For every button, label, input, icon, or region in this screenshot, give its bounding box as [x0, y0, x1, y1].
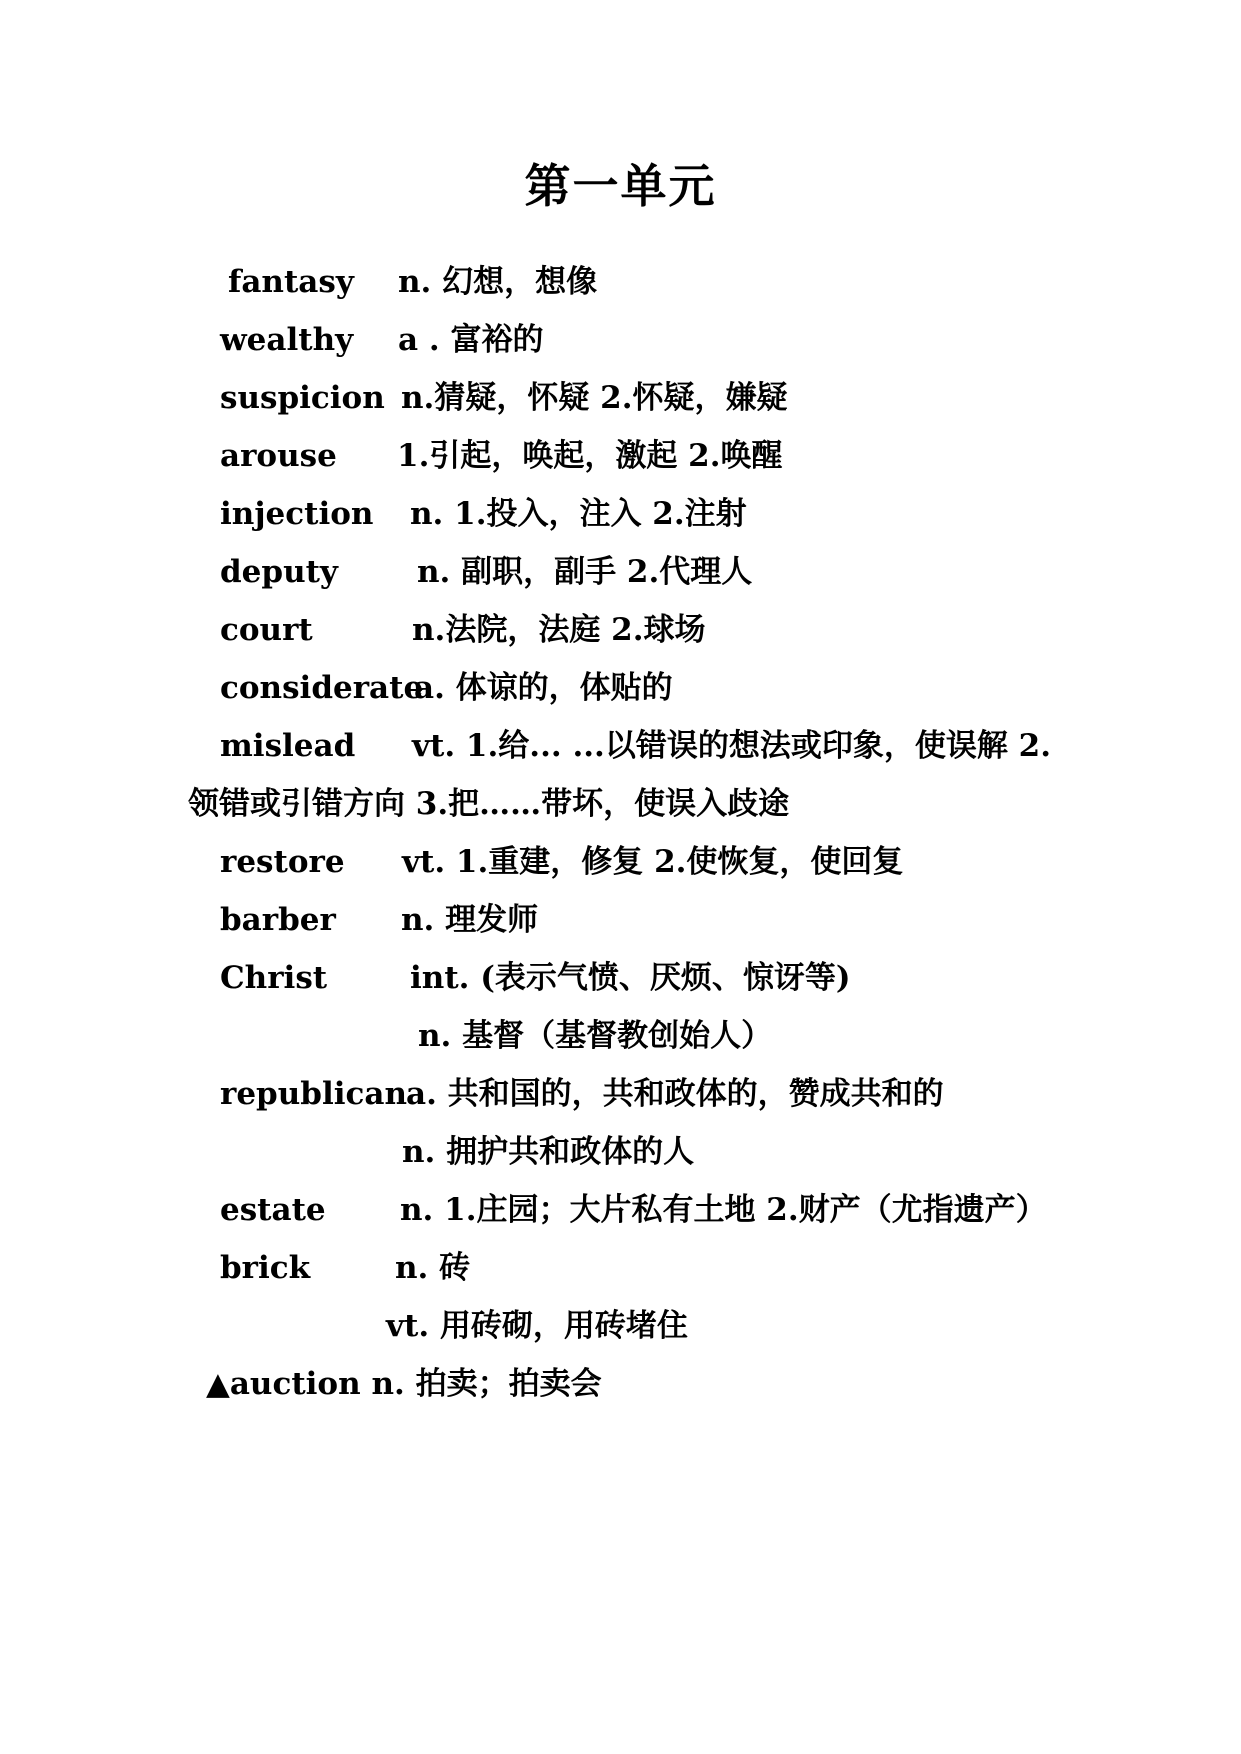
entry-definition: n. 拥护共和政体的人	[402, 1134, 695, 1170]
entry-definition: n.法院，法庭 2.球场	[412, 612, 706, 648]
entry-word: barber	[220, 902, 336, 938]
entry-definition: n. 基督（基督教创始人）	[418, 1018, 773, 1054]
entry-definition: a. 共和国的，共和政体的，赞成共和的	[406, 1076, 944, 1112]
entry-definition: vt. 1.给... ...以错误的想法或印象，使误解 2.	[412, 728, 1051, 764]
entry-definition: n. 理发师	[401, 902, 539, 938]
entry-word: brick	[220, 1250, 311, 1286]
entry-word: restore	[220, 844, 345, 880]
entry-definition: a . 富裕的	[398, 322, 544, 358]
entry-word: deputy	[220, 554, 338, 590]
entry-definition: a. 体谅的，体贴的	[414, 670, 673, 706]
entry-word: court	[220, 612, 313, 648]
entry-definition: 1.引起，唤起，激起 2.唤醒	[397, 438, 783, 474]
entry-definition: n. 1.庄园；大片私有土地 2.财产（尤指遗产）	[400, 1192, 1047, 1228]
entry-definition: n.猜疑，怀疑 2.怀疑，嫌疑	[401, 380, 788, 416]
entry-word: wealthy	[220, 322, 354, 358]
page-title: 第一单元	[524, 159, 717, 213]
entry-word: ▲auction n. 拍卖；拍卖会	[206, 1366, 602, 1402]
entry-word: Christ	[220, 960, 328, 996]
entry-word: suspicion	[220, 380, 385, 416]
entry-definition: vt. 1.重建，修复 2.使恢复，使回复	[402, 844, 904, 880]
entry-definition: n. 1.投入，注入 2.注射	[410, 496, 747, 532]
entry-definition: 领错或引错方向 3.把……带坏，使误入歧途	[188, 786, 790, 822]
entry-definition: int. (表示气愤、厌烦、惊讶等)	[410, 960, 851, 996]
entry-word: fantasy	[228, 264, 354, 300]
entry-definition: vt. 用砖砌，用砖堵住	[386, 1308, 688, 1344]
entry-definition: n. 砖	[395, 1250, 471, 1286]
entry-word: injection	[220, 496, 374, 532]
entry-word: republican	[220, 1076, 407, 1112]
entry-definition: n. 副职，副手 2.代理人	[417, 554, 753, 590]
entry-word: arouse	[220, 438, 337, 474]
entry-word: considerate	[220, 670, 424, 706]
entry-word: mislead	[220, 728, 356, 764]
entry-definition: n. 幻想，想像	[398, 264, 598, 300]
entry-word: estate	[220, 1192, 326, 1228]
